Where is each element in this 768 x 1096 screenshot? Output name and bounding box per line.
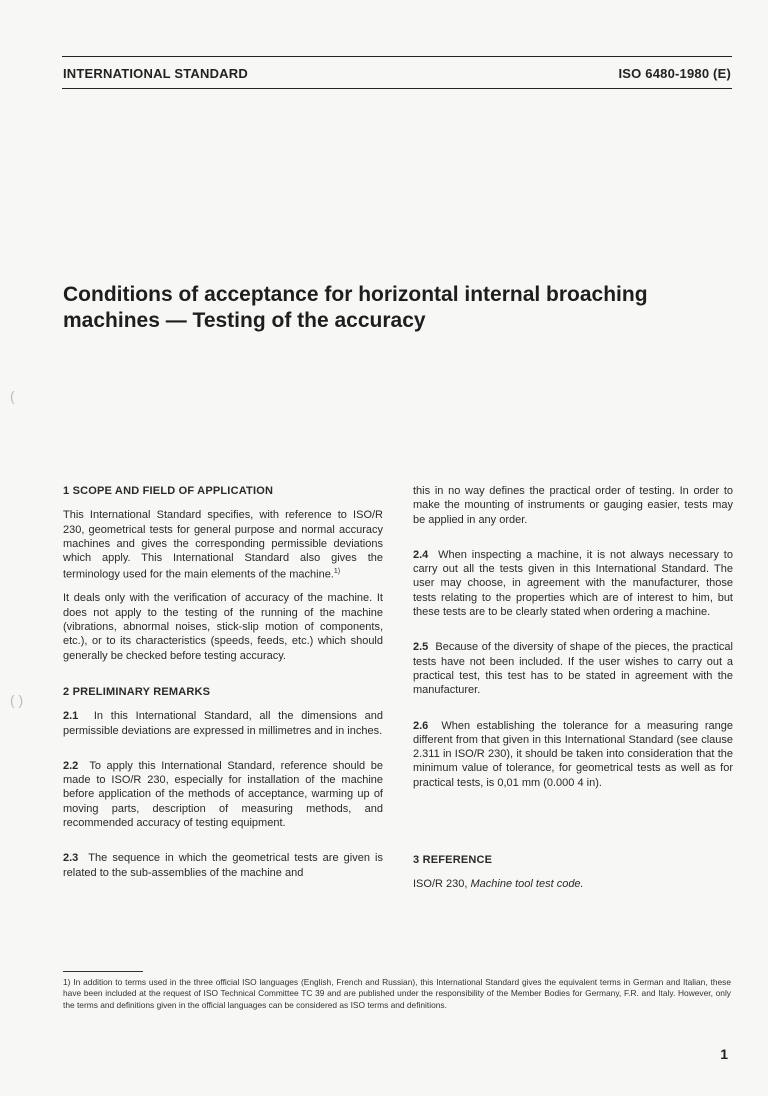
section-3-heading: 3 REFERENCE [413,854,493,867]
right-column [413,484,733,892]
header-standard-number: ISO 6480-1980 (E) [618,66,731,81]
clause-2-3-continued: this in no way defines the practical order of testing. In order to make the mounting of instruments or gauging easier, tests may be applied in any order. [413,485,733,526]
section-1-paragraph-2: It deals only with the verification of accuracy of the machine. It does not apply to the testing of the running of the machine (vibrations, abnormal noises, stick-slip motion of components, etc.), or to its characteristics (speeds, feeds, etc.) which should generally be checked before testing accuracy. [63,592,383,662]
section-1-paragraph-1: This International Standard specifies, with reference to ISO/R 230, geometrical tests for general purpose and normal accuracy machines and gives the corresponding permissible deviations which apply. This International Standard also gives the terminology used for the main elements of the machine.$^{1)}$ [63,509,383,582]
title-line-2: machines — Testing of the accuracy [63,309,426,332]
clause-2-6: 2.6 When establishing the tolerance for a measuring range different from that given in this International Standard (see clause 2.311 in ISO/R 230), it should be taken into consideration that the minimum value of tolerance, for geometrical tests as well as for practical tests, is 0,01 mm (0.000 4 in). [413,719,733,789]
clause-2-3: 2.3 The sequence in which the geometrical tests are given is related to the sub-assemblies of the machine and [63,852,383,879]
header-standard-type: INTERNATIONAL STANDARD [63,66,248,81]
document-title [63,282,753,334]
clause-2-4: 2.4 When inspecting a machine, it is not always necessary to carry out all the tests given in this International Standard. The user may choose, in agreement with the manufacturer, those tests relating to the properties which are of interest to him, but these tests are to be clearly stated when ordering a machine. [413,548,733,619]
footnote: 1) In addition to terms used in the three official ISO languages (English, French and Russian), this International Standard gives the equivalent terms in German and Italian, these have been included at the request of ISO Technical Committee TC 39 and are published under the responsibility of the Member Bodies for Germany, F.R. and Italy. However, only the terms and definitions given in the official languages can be considered as ISO terms and definitions. [63,977,731,1010]
clause-2-2: 2.2 To apply this International Standard, reference should be made to ISO/R 230, especially for installation of the machine before application of the methods of acceptance, warming up of moving parts, description of measuring methods, and recommended accuracy of testing equipment. [63,759,383,829]
footnote-ref: 1) [333,568,341,576]
footnote-rule [63,971,143,972]
left-column [63,484,383,880]
section-1-heading: 1 SCOPE AND FIELD OF APPLICATION [63,485,274,497]
clause-2-5: 2.5 Because of the diversity of shape of the pieces, the practical tests have not been included. If the user wishes to carry out a practical test, this test has to be stated in agreement with the manufacturer. [413,641,733,697]
scan-mark-1: ( [10,388,15,404]
clause-2-1: 2.1 In this International Standard, all the dimensions and permissible deviations are expressed in millimetres and in inches. [63,710,383,737]
reference-entry: ISO/R 230, Machine tool test code. [413,878,584,891]
section-2-heading: 2 PRELIMINARY REMARKS [63,685,211,698]
title-line-1: Conditions of acceptance for horizontal internal broaching [63,283,648,306]
header-top-rule [62,56,732,57]
scan-mark-2: ( ) [10,692,24,708]
header-bottom-rule [62,88,732,89]
page-number: 1 [720,1046,728,1062]
